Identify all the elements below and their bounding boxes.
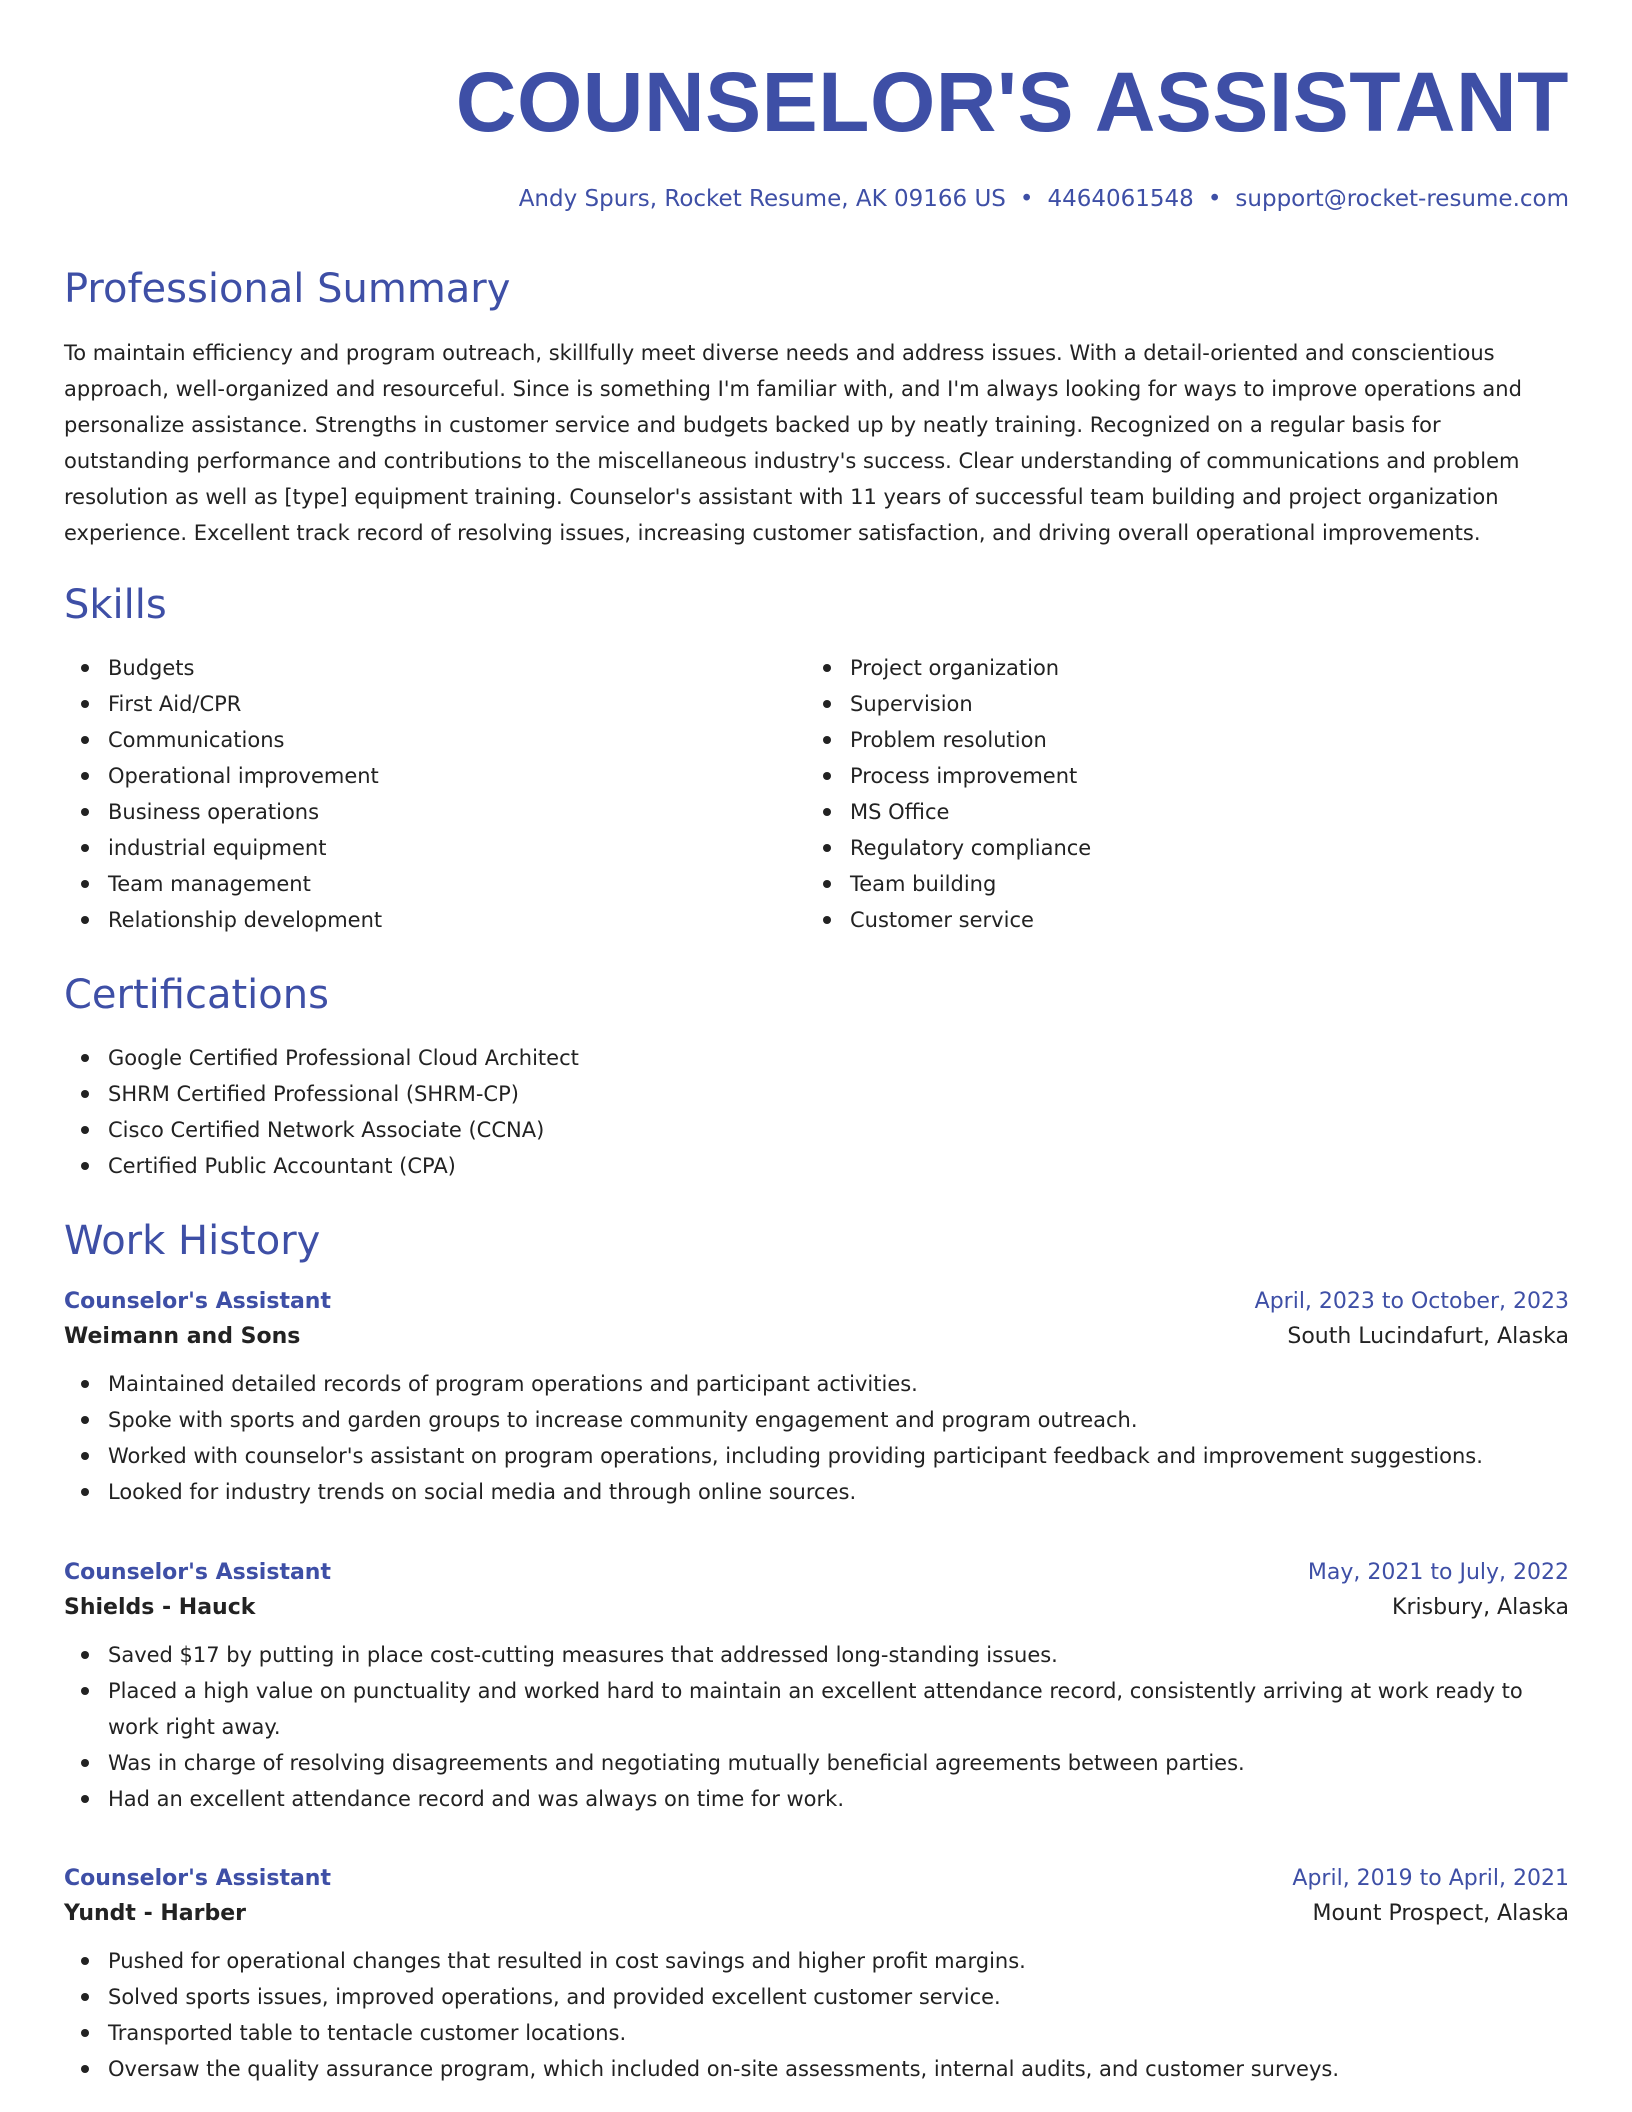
section-heading-summary: Professional Summary	[64, 266, 511, 312]
job-company: Weimann and Sons	[64, 1324, 301, 1349]
job-bullets	[64, 1366, 1569, 1510]
contact-separator: •	[1207, 186, 1222, 212]
job-bullet: Maintained detailed records of program operations and participant activities.	[64, 1366, 1569, 1402]
job-bullets	[64, 1637, 1569, 1817]
certification-item: Cisco Certified Network Associate (CCNA)	[64, 1112, 1064, 1148]
skill-item: Relationship development	[64, 902, 764, 938]
skill-item: Team building	[806, 866, 1506, 902]
job-bullet: Worked with counselor's assistant on program operations, including providing participant feedback and improvement suggestions.	[64, 1438, 1569, 1474]
job-bullet: Spoke with sports and garden groups to increase community engagement and program outreach.	[64, 1402, 1569, 1438]
job-entry	[64, 1286, 1569, 1510]
skill-item: First Aid/CPR	[64, 686, 764, 722]
certification-item: Google Certified Professional Cloud Architect	[64, 1040, 1064, 1076]
job-dates: April, 2023 to October, 2023	[1254, 1289, 1569, 1314]
contact-separator: •	[1019, 186, 1034, 212]
job-bullet: Saved $17 by putting in place cost-cutting measures that addressed long-standing issues.	[64, 1637, 1569, 1673]
skill-item: Regulatory compliance	[806, 830, 1506, 866]
job-entry	[64, 1557, 1569, 1817]
skills-list-left	[64, 650, 764, 938]
skill-item: Customer service	[806, 902, 1506, 938]
skills-list-right	[806, 650, 1506, 938]
skill-item: Budgets	[64, 650, 764, 686]
summary-paragraph: To maintain efficiency and program outreach, skillfully meet diverse needs and address issues. With a detail-oriented and conscientious approach, well-organized and resourceful. Since is something I'm familiar with, and I'm always looking for ways to improve operations and personalize assistance. Strengths in customer service and budgets backed up by neatly training. Recognized on a regular basis for outstanding performance and contributions to the miscellaneous industry's success. Clear understanding of communications and problem resolution as well as [type] equipment training. Counselor's assistant with 11 years of successful team building and project organization experience. Excellent track record of resolving issues, increasing customer satisfaction, and driving overall operational improvements.	[64, 341, 1522, 545]
resume-header	[64, 0, 1569, 214]
skill-item: industrial equipment	[64, 830, 764, 866]
job-bullet: Transported table to tentacle customer locations.	[64, 2015, 1569, 2051]
contact-phone: 4464061548	[1047, 186, 1194, 212]
job-dates: April, 2019 to April, 2021	[1292, 1866, 1569, 1891]
skill-item: Process improvement	[806, 758, 1506, 794]
job-bullet: Oversaw the quality assurance program, which included on-site assessments, internal audits, and customer surveys.	[64, 2051, 1569, 2087]
section-heading-skills: Skills	[64, 582, 167, 628]
job-company: Yundt - Harber	[64, 1901, 246, 1926]
skill-item: Team management	[64, 866, 764, 902]
contact-address: Andy Spurs, Rocket Resume, AK 09166 US	[518, 186, 1006, 212]
certification-item: SHRM Certified Professional (SHRM-CP)	[64, 1076, 1064, 1112]
job-bullet: Had an excellent attendance record and was always on time for work.	[64, 1781, 1569, 1817]
contact-email: support@rocket-resume.com	[1235, 186, 1569, 212]
job-bullet: Pushed for operational changes that resulted in cost savings and higher profit margins.	[64, 1943, 1569, 1979]
section-heading-certifications: Certifications	[64, 972, 329, 1018]
job-title: Counselor's Assistant	[64, 1560, 331, 1585]
skill-item: Business operations	[64, 794, 764, 830]
skill-item: Supervision	[806, 686, 1506, 722]
job-bullet: Was in charge of resolving disagreements and negotiating mutually beneficial agreements between parties.	[64, 1745, 1569, 1781]
job-bullet: Placed a high value on punctuality and worked hard to maintain an excellent attendance record, consistently arriving at work ready to work right away.	[64, 1673, 1569, 1745]
contact-line	[64, 184, 1569, 214]
skill-item: Problem resolution	[806, 722, 1506, 758]
job-location: Mount Prospect, Alaska	[1312, 1901, 1569, 1926]
resume-title: COUNSELOR'S ASSISTANT	[455, 55, 1569, 149]
job-company: Shields - Hauck	[64, 1595, 256, 1620]
job-location: Krisbury, Alaska	[1392, 1595, 1569, 1620]
job-location: South Lucindafurt, Alaska	[1287, 1324, 1569, 1349]
certifications-list	[64, 1040, 1064, 1184]
resume-page	[64, 0, 1569, 2081]
job-bullets	[64, 1943, 1569, 2087]
section-heading-work-history: Work History	[64, 1218, 321, 1264]
job-dates: May, 2021 to July, 2022	[1307, 1560, 1569, 1585]
job-entry	[64, 1863, 1569, 2087]
skill-item: MS Office	[806, 794, 1506, 830]
skill-item: Communications	[64, 722, 764, 758]
job-title: Counselor's Assistant	[64, 1289, 331, 1314]
job-title: Counselor's Assistant	[64, 1866, 331, 1891]
skill-item: Project organization	[806, 650, 1506, 686]
skill-item: Operational improvement	[64, 758, 764, 794]
job-bullet: Looked for industry trends on social media and through online sources.	[64, 1474, 1569, 1510]
job-bullet: Solved sports issues, improved operations, and provided excellent customer service.	[64, 1979, 1569, 2015]
certification-item: Certified Public Accountant (CPA)	[64, 1148, 1064, 1184]
